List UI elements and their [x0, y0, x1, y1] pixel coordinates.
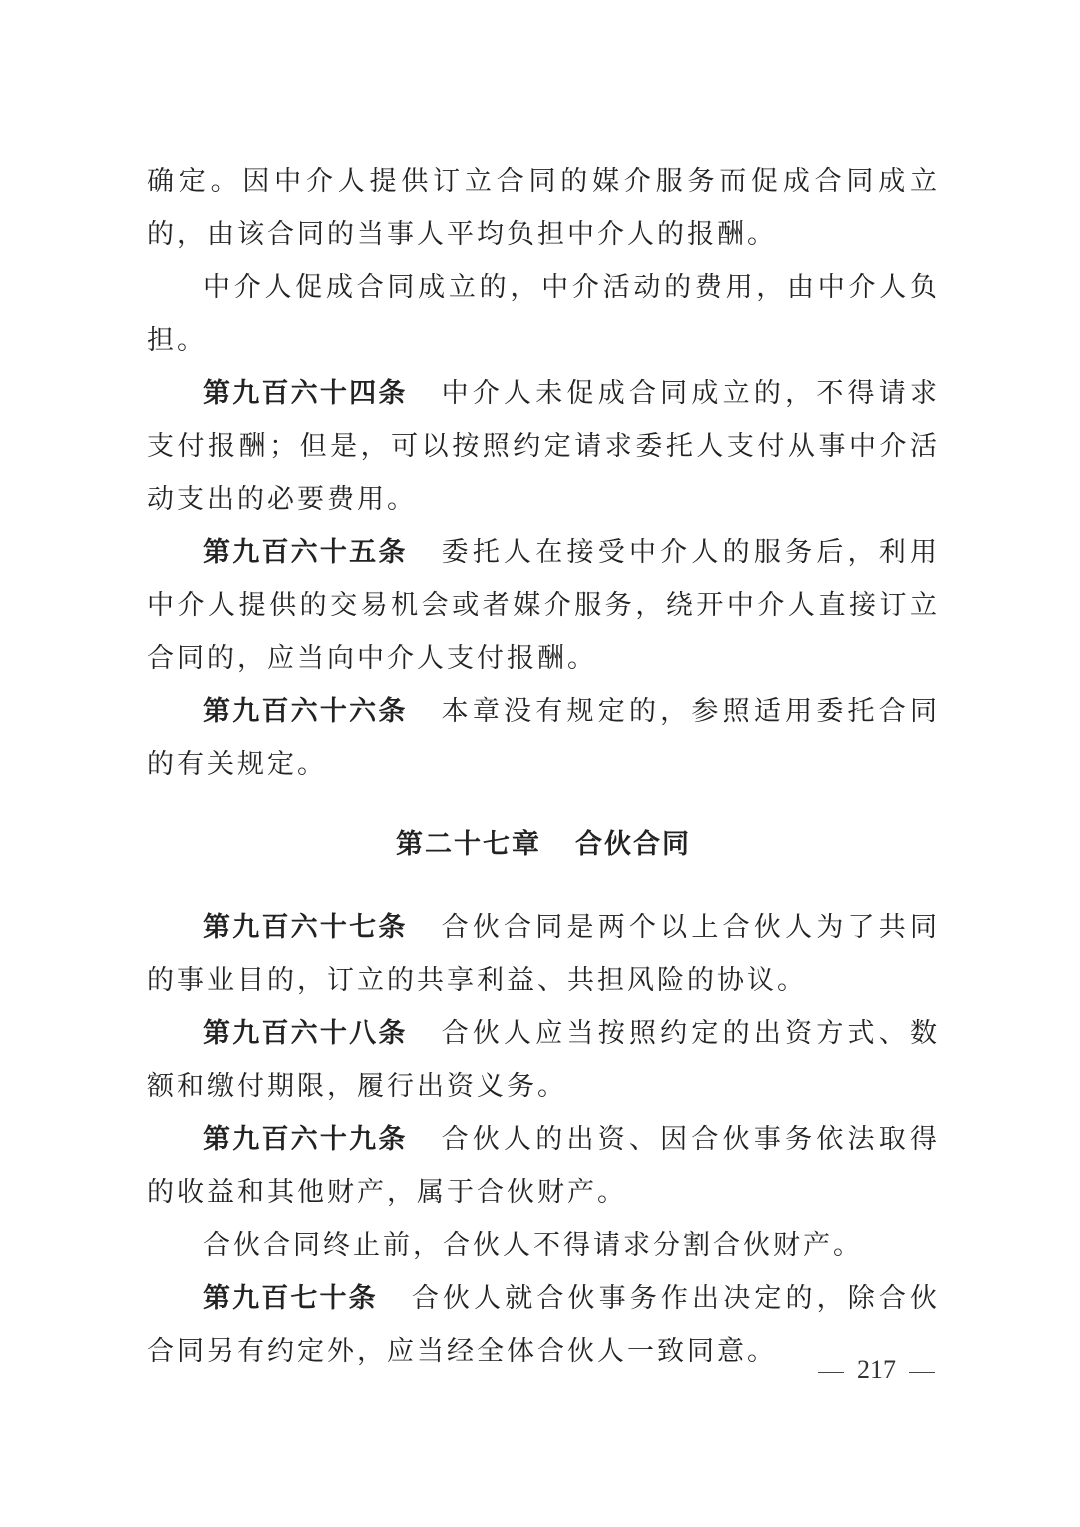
page-footer [805, 1350, 948, 1390]
paragraph-text: 中介人未促成合同成立的，不得请求支付报酬；但是，可以按照约定请求委托人支付从事中介活动支出的必要费用。 [147, 378, 941, 515]
paragraph-text: 确定。因中介人提供订立合同的媒介服务而促成合同成立的，由该合同的当事人平均负担中介人的报酬。 [147, 166, 940, 250]
paragraph [147, 261, 940, 367]
paragraph-text: 合伙合同终止前，合伙人不得请求分割合伙财产。 [203, 1230, 863, 1261]
chapter-name: 合伙合同 [575, 829, 691, 860]
paragraph-text: 合伙人的出资、因合伙事务依法取得的收益和其他财产，属于合伙财产。 [147, 1124, 941, 1208]
chapter-heading [147, 818, 940, 871]
paragraph-text: 委托人在接受中介人的服务后，利用中介人提供的交易机会或者媒介服务，绕开中介人直接订立合同的，应当向中介人支付报酬。 [147, 537, 941, 674]
article-title: 第九百六十五条 [203, 537, 408, 568]
body-text [147, 155, 940, 1378]
article-paragraph [147, 1007, 940, 1113]
article-title: 第九百六十四条 [203, 378, 408, 409]
article-paragraph [147, 901, 940, 1007]
article-title: 第九百七十条 [203, 1283, 378, 1314]
paragraph [147, 1219, 940, 1272]
article-title: 第九百六十七条 [203, 912, 408, 943]
article-title: 第九百六十八条 [203, 1018, 408, 1049]
footer-dash-right [909, 1372, 935, 1373]
paragraph-text: 合伙人应当按照约定的出资方式、数额和缴付期限，履行出资义务。 [147, 1018, 941, 1102]
paragraph-text: 本章没有规定的，参照适用委托合同的有关规定。 [147, 696, 941, 780]
article-paragraph [147, 367, 940, 526]
footer-dash-left [818, 1372, 844, 1373]
article-paragraph [147, 685, 940, 791]
paragraph-text: 合伙人就合伙事务作出决定的，除合伙合同另有约定外，应当经全体合伙人一致同意。 [147, 1283, 941, 1367]
paragraph-text: 合伙合同是两个以上合伙人为了共同的事业目的，订立的共享利益、共担风险的协议。 [147, 912, 941, 996]
article-paragraph [147, 526, 940, 685]
paragraph [147, 155, 940, 261]
article-paragraph [147, 1113, 940, 1219]
article-title: 第九百六十六条 [203, 696, 408, 727]
chapter-number: 第二十七章 [396, 829, 541, 860]
article-title: 第九百六十九条 [203, 1124, 408, 1155]
page-number: 217 [857, 1355, 896, 1384]
paragraph-text: 中介人促成合同成立的，中介活动的费用，由中介人负担。 [147, 272, 940, 356]
